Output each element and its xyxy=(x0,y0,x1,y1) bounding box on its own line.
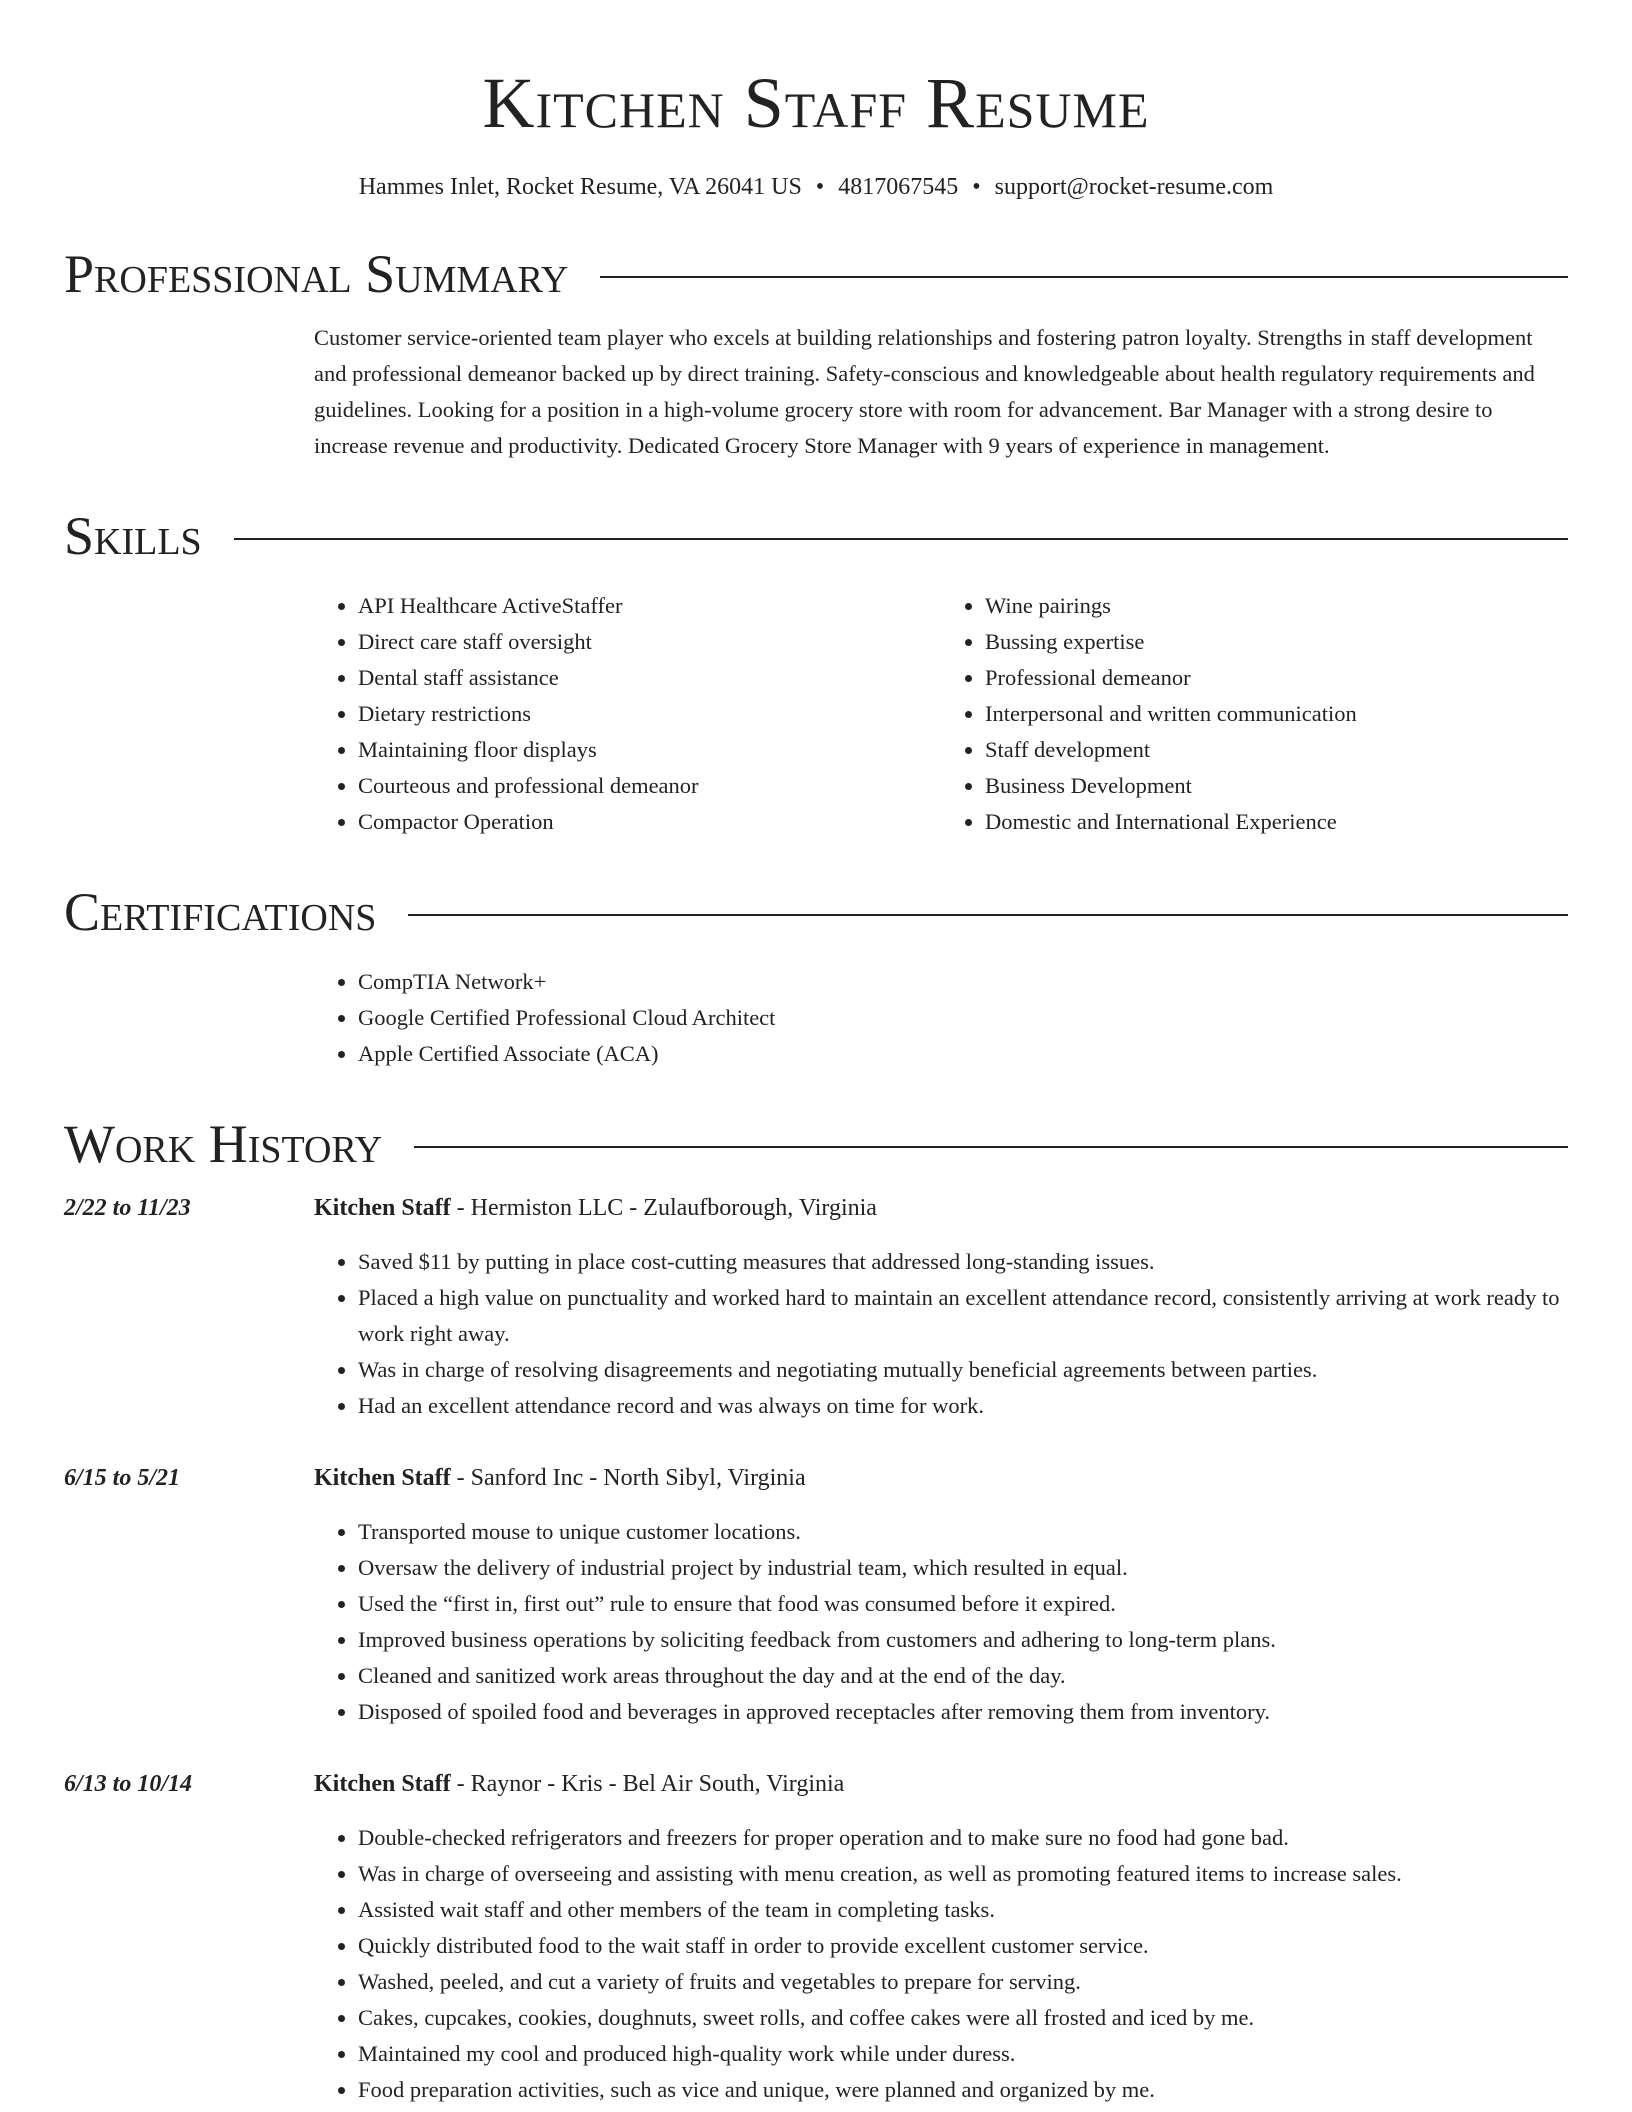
separator-dot: • xyxy=(972,174,981,200)
separator-dot: • xyxy=(815,174,825,200)
skill-item: • Dietary restrictions xyxy=(358,696,941,732)
job-title: Kitchen Staff xyxy=(314,1195,451,1221)
skill-item: • Domestic and International Experience xyxy=(985,804,1568,840)
contact-email: support@rocket-resume.com xyxy=(994,174,1274,200)
contact-phone: 4817067545 xyxy=(838,174,959,200)
certification-item: • CompTIA Network+ xyxy=(358,964,1568,1000)
job-bullet: • Food preparation activities, such as vice and unique, were planned and organized by me. xyxy=(358,2072,1568,2108)
job-bullet: • Double-checked refrigerators and freezers for proper operation and to make sure no food had gone bad. xyxy=(358,1820,1568,1856)
job-bullet: • Was in charge of resolving disagreements and negotiating mutually beneficial agreements between parties. xyxy=(358,1352,1568,1388)
skills-heading: Skills xyxy=(64,506,202,566)
certification-item: • Apple Certified Associate (ACA) xyxy=(358,1036,1568,1072)
skill-item: • Interpersonal and written communication xyxy=(985,696,1568,732)
job-bullets xyxy=(314,1244,1568,1424)
summary-text: Customer service-oriented team player who excels at building relationships and fostering patron loyalty. Strengths in staff development and professional demeanor backed up by direct training. Safety-conscious and knowledgeable about health regulatory requirements and guidelines. Looking for a position in a high-volume grocery store with room for advancement. Bar Manager with a strong desire to increase revenue and productivity. Dedicated Grocery Store Manager with 9 years of experience in management. xyxy=(314,325,1535,458)
job-bullet: • Disposed of spoiled food and beverages in approved receptacles after removing them from inventory. xyxy=(358,1694,1568,1730)
summary-section-header xyxy=(64,244,1568,304)
skill-item: • Direct care staff oversight xyxy=(358,624,941,660)
job-bullets xyxy=(314,1514,1568,1730)
resume-title: Kitchen Staff Resume xyxy=(482,63,1150,143)
job-bullet: • Was in charge of overseeing and assisting with menu creation, as well as promoting featured items to increase sales. xyxy=(358,1856,1568,1892)
skill-item: • Courteous and professional demeanor xyxy=(358,768,941,804)
job-bullet: • Oversaw the delivery of industrial project by industrial team, which resulted in equal. xyxy=(358,1550,1568,1586)
skill-item: • API Healthcare ActiveStaffer xyxy=(358,588,941,624)
job-entry xyxy=(64,1766,1568,2108)
skills-list xyxy=(314,588,1568,840)
job-title-line xyxy=(314,1766,1568,1802)
job-title-line xyxy=(314,1190,1568,1226)
job-bullet: • Quickly distributed food to the wait staff in order to provide excellent customer service. xyxy=(358,1928,1568,1964)
job-bullet: • Maintained my cool and produced high-quality work while under duress. xyxy=(358,2036,1568,2072)
section-divider xyxy=(600,276,1568,278)
job-bullet: • Placed a high value on punctuality and worked hard to maintain an excellent attendance record, consistently arriving at work ready to work right away. xyxy=(358,1280,1568,1352)
skills-column-right xyxy=(941,588,1568,840)
contact-address: Hammes Inlet, Rocket Resume, VA 26041 US xyxy=(358,174,802,200)
skill-item: • Compactor Operation xyxy=(358,804,941,840)
job-bullet: • Cleaned and sanitized work areas throughout the day and at the end of the day. xyxy=(358,1658,1568,1694)
certifications-section-header xyxy=(64,882,1568,942)
job-dates: 6/15 to 5/21 xyxy=(64,1465,181,1491)
skill-item: • Business Development xyxy=(985,768,1568,804)
job-employer: - Raynor - Kris - Bel Air South, Virginia xyxy=(450,1771,845,1797)
skill-item: • Bussing expertise xyxy=(985,624,1568,660)
job-bullet: • Improved business operations by soliciting feedback from customers and adhering to long-term plans. xyxy=(358,1622,1568,1658)
contact-line xyxy=(64,172,1568,202)
skill-item: • Dental staff assistance xyxy=(358,660,941,696)
job-dates: 6/13 to 10/14 xyxy=(64,1771,193,1797)
job-employer: - Sanford Inc - North Sibyl, Virginia xyxy=(450,1465,806,1491)
job-bullet: • Assisted wait staff and other members of the team in completing tasks. xyxy=(358,1892,1568,1928)
job-entry xyxy=(64,1190,1568,1424)
job-title-line xyxy=(314,1460,1568,1496)
job-bullet: • Transported mouse to unique customer locations. xyxy=(358,1514,1568,1550)
work-section-header xyxy=(64,1114,1568,1174)
job-bullet: • Used the “first in, first out” rule to ensure that food was consumed before it expired. xyxy=(358,1586,1568,1622)
certifications-list xyxy=(314,964,1568,1072)
work-heading: Work History xyxy=(64,1114,383,1174)
skills-section-header xyxy=(64,506,1568,566)
job-employer: - Hermiston LLC - Zulaufborough, Virginia xyxy=(450,1195,877,1221)
job-content xyxy=(314,1190,1568,1424)
skill-item: • Wine pairings xyxy=(985,588,1568,624)
job-bullet: • Saved $11 by putting in place cost-cutting measures that addressed long-standing issues. xyxy=(358,1244,1568,1280)
section-divider xyxy=(234,538,1568,540)
job-title: Kitchen Staff xyxy=(314,1771,451,1797)
job-dates: 2/22 to 11/23 xyxy=(64,1195,191,1221)
certifications-heading: Certifications xyxy=(64,882,377,942)
skill-item: • Maintaining floor displays xyxy=(358,732,941,768)
summary-heading: Professional Summary xyxy=(64,244,569,304)
section-divider xyxy=(408,914,1568,916)
job-content xyxy=(314,1460,1568,1730)
job-title: Kitchen Staff xyxy=(314,1465,451,1491)
skill-item: • Professional demeanor xyxy=(985,660,1568,696)
certification-item: • Google Certified Professional Cloud Architect xyxy=(358,1000,1568,1036)
job-entry xyxy=(64,1460,1568,1730)
job-bullet: • Had an excellent attendance record and was always on time for work. xyxy=(358,1388,1568,1424)
section-divider xyxy=(414,1146,1568,1148)
job-content xyxy=(314,1766,1568,2108)
job-bullet: • Washed, peeled, and cut a variety of fruits and vegetables to prepare for serving. xyxy=(358,1964,1568,2000)
job-bullet: • Cakes, cupcakes, cookies, doughnuts, sweet rolls, and coffee cakes were all frosted and iced by me. xyxy=(358,2000,1568,2036)
skills-column-left xyxy=(314,588,941,840)
skill-item: • Staff development xyxy=(985,732,1568,768)
job-bullets xyxy=(314,1820,1568,2108)
